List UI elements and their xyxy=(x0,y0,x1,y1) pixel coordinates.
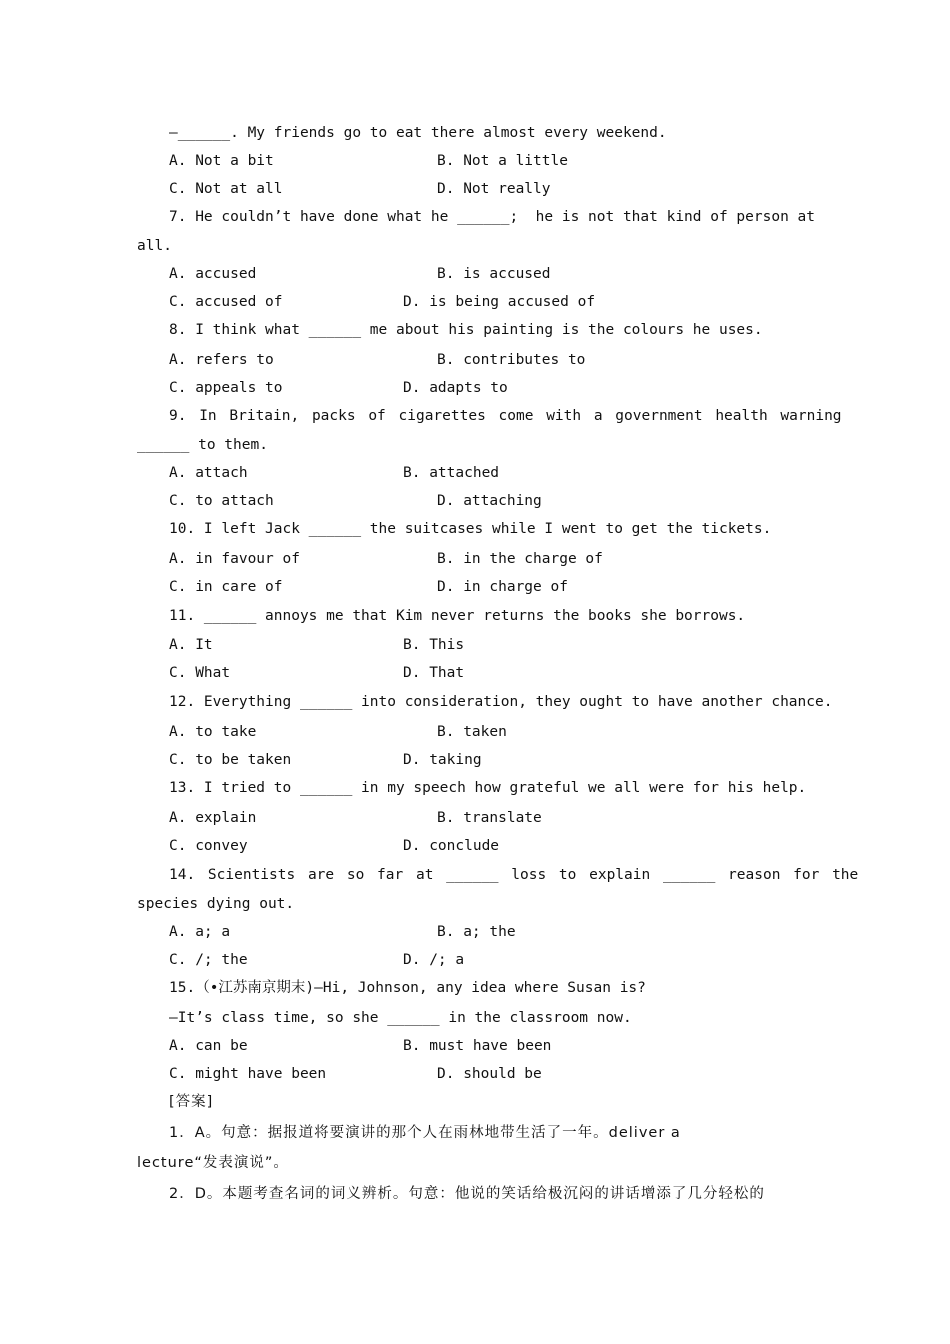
option-c: C. appeals to xyxy=(169,380,283,396)
answer-1: 1．A。句意：据报道将要演讲的那个人在雨林地带生活了一年。deliver a xyxy=(169,1125,681,1141)
option-d: D. taking xyxy=(403,752,482,768)
option-d: D. should be xyxy=(437,1066,542,1082)
option-a: A. in favour of xyxy=(169,551,300,567)
question-7-continued: all. xyxy=(137,238,172,254)
option-c: C. to attach xyxy=(169,493,274,509)
answer-2: 2．D。本题考查名词的词义辨析。句意：他说的笑话给极沉闷的讲话增添了几分轻松的 xyxy=(169,1186,765,1202)
option-d: D. Not really xyxy=(437,181,551,197)
option-a: A. attach xyxy=(169,465,248,481)
option-a: A. It xyxy=(169,637,213,653)
option-d: D. conclude xyxy=(403,838,500,854)
option-d: D. is being accused of xyxy=(403,294,596,310)
question-9-continued: ______ to them. xyxy=(137,437,268,453)
question-15: 15.（•江苏南京期末)—Hi, Johnson, any idea where Susan is? xyxy=(169,980,646,996)
option-b: B. is accused xyxy=(437,266,551,282)
answer-heading: [答案] xyxy=(169,1094,214,1110)
question-7: 7. He couldn’t have done what he ______; he is not that kind of person at xyxy=(169,209,816,225)
option-c: C. in care of xyxy=(169,579,283,595)
question-9: 9. In Britain, packs of cigarettes come with a government health warning xyxy=(169,408,842,424)
option-d: D. in charge of xyxy=(437,579,568,595)
option-b: B. contributes to xyxy=(437,352,586,368)
option-d: D. That xyxy=(403,665,465,681)
option-a: A. explain xyxy=(169,810,257,826)
option-b: B. a; the xyxy=(437,924,516,940)
option-b: B. taken xyxy=(437,724,507,740)
option-c: C. What xyxy=(169,665,231,681)
option-a: A. Not a bit xyxy=(169,153,274,169)
answer-1-continued: lecture“发表演说”。 xyxy=(137,1155,289,1171)
option-b: B. must have been xyxy=(403,1038,552,1054)
option-b: B. attached xyxy=(403,465,500,481)
option-c: C. accused of xyxy=(169,294,283,310)
option-c: C. might have been xyxy=(169,1066,327,1082)
question-14-continued: species dying out. xyxy=(137,896,295,912)
option-b: B. This xyxy=(403,637,465,653)
option-d: D. adapts to xyxy=(403,380,508,396)
option-c: C. Not at all xyxy=(169,181,283,197)
question-15-reply: —It’s class time, so she ______ in the classroom now. xyxy=(169,1010,632,1026)
option-c: C. convey xyxy=(169,838,248,854)
option-a: A. can be xyxy=(169,1038,248,1054)
question-14: 14. Scientists are so far at ______ loss to explain ______ reason for the xyxy=(169,867,859,883)
option-d: D. /; a xyxy=(403,952,465,968)
question-12: 12. Everything ______ into consideration, they ought to have another chance. xyxy=(169,694,833,710)
option-c: C. /; the xyxy=(169,952,248,968)
option-c: C. to be taken xyxy=(169,752,292,768)
text-line: —______. My friends go to eat there almost every weekend. xyxy=(169,125,667,141)
question-10: 10. I left Jack ______ the suitcases while I went to get the tickets. xyxy=(169,521,772,537)
option-a: A. to take xyxy=(169,724,257,740)
option-a: A. accused xyxy=(169,266,257,282)
option-b: B. in the charge of xyxy=(437,551,603,567)
option-a: A. refers to xyxy=(169,352,274,368)
option-d: D. attaching xyxy=(437,493,542,509)
question-13: 13. I tried to ______ in my speech how grateful we all were for his help. xyxy=(169,780,807,796)
question-11: 11. ______ annoys me that Kim never returns the books she borrows. xyxy=(169,608,746,624)
option-b: B. Not a little xyxy=(437,153,568,169)
option-a: A. a; a xyxy=(169,924,231,940)
question-8: 8. I think what ______ me about his painting is the colours he uses. xyxy=(169,322,763,338)
option-b: B. translate xyxy=(437,810,542,826)
